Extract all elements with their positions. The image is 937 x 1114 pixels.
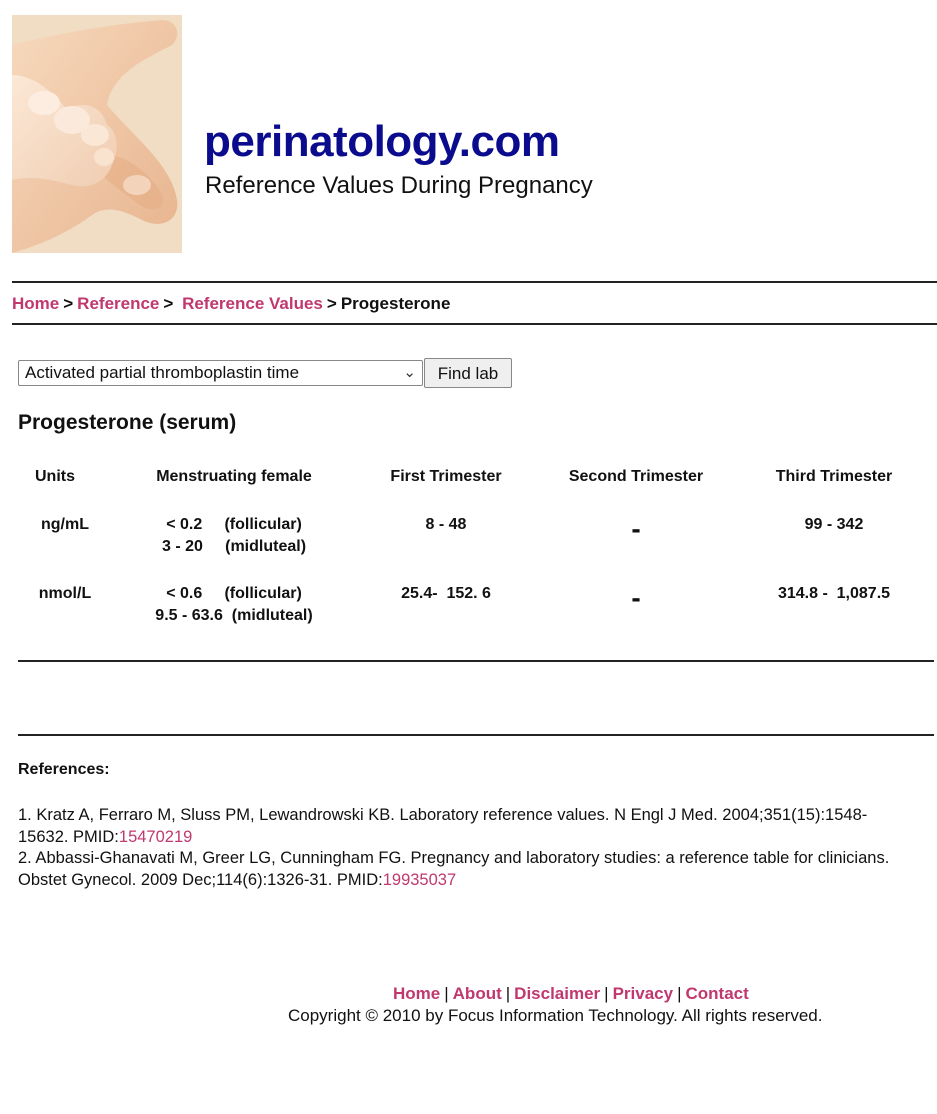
reference-text: 1. Kratz A, Ferraro M, Sluss PM, Lewandrowski KB. Laboratory reference values. N Engl J Med. 2004;351(15):1548-15632. PMID: (18, 806, 868, 846)
references-heading: References: (18, 761, 110, 778)
breadcrumb-reference-link[interactable]: Reference (77, 294, 160, 313)
baby-hand-image (12, 15, 182, 253)
chevron-down-icon: ⌄ (403, 364, 416, 381)
lab-select-value: Activated partial thromboplastin time (25, 363, 300, 382)
footer-contact-link[interactable]: Contact (685, 984, 749, 1003)
breadcrumb-separator: > (326, 294, 337, 313)
find-lab-button[interactable]: Find lab (424, 358, 512, 388)
breadcrumb-reference-values-link[interactable]: Reference Values (182, 294, 323, 313)
table-header-first-trimester: First Trimester (390, 468, 502, 485)
table-cell-second-trimester: - (631, 582, 641, 613)
table-cell-units: nmol/L (38, 585, 92, 602)
site-title[interactable]: perinatology.com (204, 117, 560, 166)
reference-text: 2. Abbassi-Ghanavati M, Greer LG, Cunningham FG. Pregnancy and laboratory studies: a reference table for clinicians. Obstet Gynecol. 2009 Dec;114(6):1326-31. PMID: (18, 849, 890, 889)
reference-item (18, 804, 908, 848)
footer-about-link[interactable]: About (452, 984, 502, 1003)
table-cell-menstruating: < 0.2 (follicular) 3 - 20 (midluteal) (161, 516, 307, 555)
breadcrumb (12, 294, 450, 314)
pmid-link[interactable]: 19935037 (382, 871, 457, 889)
footer-separator: | (604, 984, 609, 1003)
table-cell-third-trimester: 99 - 342 (804, 516, 864, 533)
site-subtitle: Reference Values During Pregnancy (205, 172, 593, 199)
footer-disclaimer-link[interactable]: Disclaimer (514, 984, 601, 1003)
table-header-second-trimester: Second Trimester (568, 468, 704, 485)
divider (12, 281, 937, 283)
table-cell-units: ng/mL (41, 516, 89, 533)
lab-select[interactable] (18, 360, 423, 386)
table-header-third-trimester: Third Trimester (775, 468, 893, 485)
copyright-text: Copyright © 2010 by Focus Information Technology. All rights reserved. (288, 1006, 823, 1025)
table-cell-third-trimester: 314.8 - 1,087.5 (777, 585, 891, 602)
footer-separator: | (505, 984, 511, 1003)
table-header-units: Units (35, 468, 75, 485)
table-cell-first-trimester: 8 - 48 (425, 516, 467, 533)
pmid-link[interactable]: 15470219 (118, 828, 193, 846)
divider (18, 734, 934, 736)
footer-links (393, 984, 749, 1004)
table-cell-first-trimester: 25.4- 152. 6 (401, 585, 491, 602)
reference-item (18, 847, 908, 891)
footer-separator: | (677, 984, 682, 1003)
footer-home-link[interactable]: Home (393, 984, 441, 1003)
breadcrumb-separator: > (163, 294, 174, 313)
breadcrumb-separator: > (63, 294, 74, 313)
breadcrumb-home-link[interactable]: Home (12, 294, 60, 313)
page-title: Progesterone (serum) (18, 411, 237, 434)
table-cell-second-trimester: - (631, 513, 641, 544)
table-cell-menstruating: < 0.6 (follicular) 9.5 - 63.6 (midluteal) (155, 585, 313, 624)
footer-privacy-link[interactable]: Privacy (612, 984, 674, 1003)
breadcrumb-current: Progesterone (340, 294, 451, 313)
divider (18, 660, 934, 662)
header-photo (12, 15, 182, 253)
divider (12, 323, 937, 325)
footer-separator: | (444, 984, 449, 1003)
table-header-menstruating: Menstruating female (156, 468, 312, 485)
